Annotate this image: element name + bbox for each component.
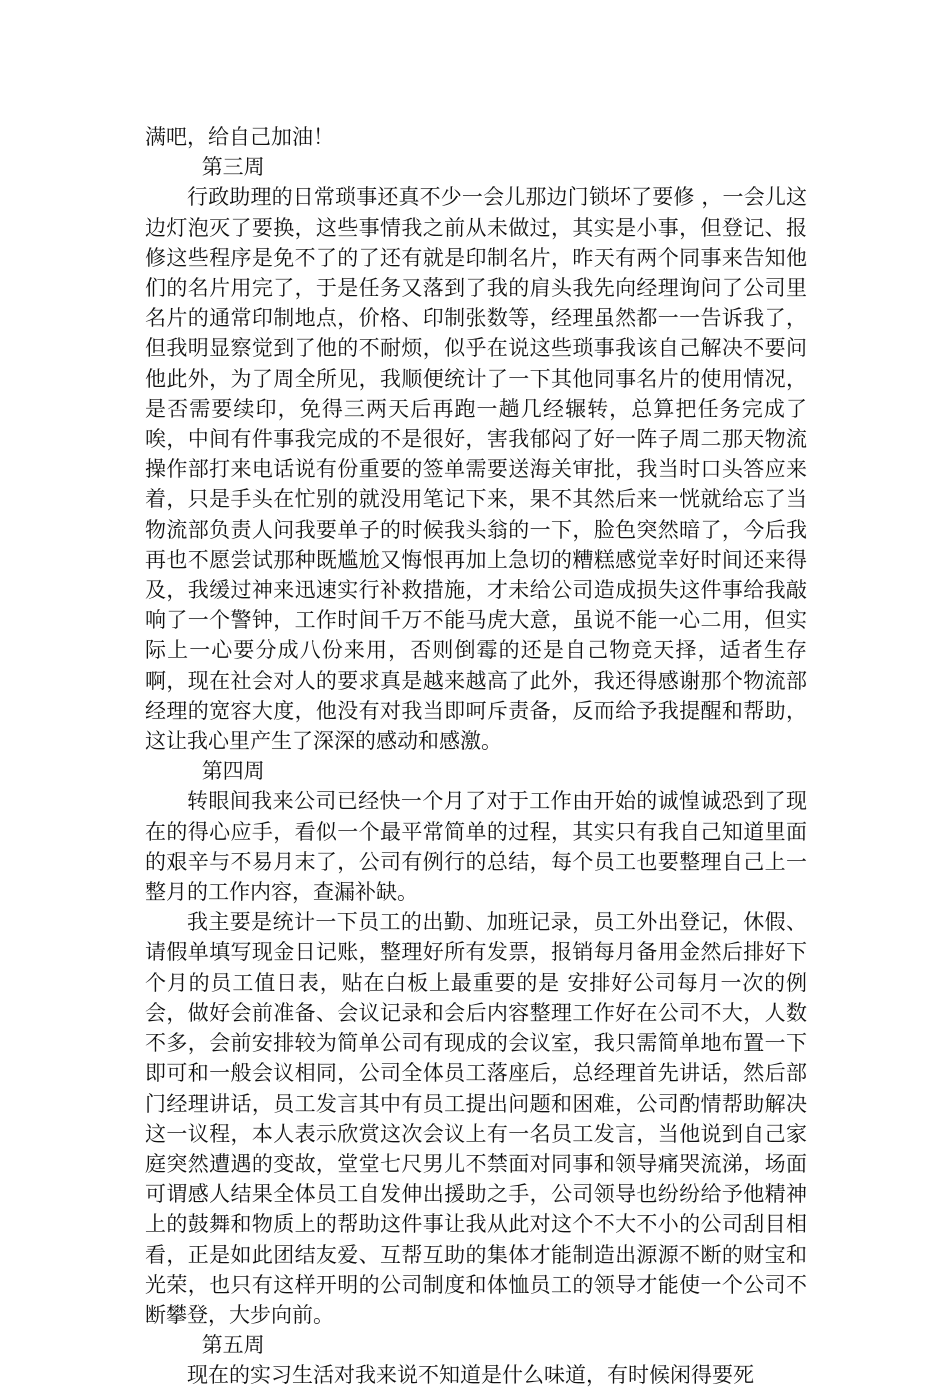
section-heading-week-3: 第三周 <box>201 155 265 180</box>
section-heading-week-4: 第四周 <box>201 759 265 784</box>
paragraph-week-4-duties: 我主要是统计一下员工的出勤、加班记录，员工外出登记，休假、请假单填写现金日记账，整理好所有发票，报销每月备用金然后排好下个月的员工值日表，贴在白板上最重要的是 安排好公司每月一次的例会，做好会前准备、会议记录和会后内容整理工作好在公司不大，人数不多，会前安排较为简单公司有现成的会议室，我只需简单地布置一下即可和一般会议相同，公司全体员工落座后，总经理首先讲话，然后部门经理讲话，员工发言其中有员工提出问题和困难，公司酌情帮助解决这一议程，本人表示欣赏这次会议上有一名员工发言，当他说到自己家庭突然遭遇的变故，堂堂七尺男儿不禁面对同事和领导痛哭流涕，场面可谓感人结果全体员工自发伸出援助之手，公司领导也纷纷给予他精神上的鼓舞和物质上的帮助这件事让我从此对这个不大不小的公司刮目相看，正是如此团结友爱、互帮互助的集体才能制造出源源不断的财宝和光荣，也只有这样开明的公司制度和体恤员工的领导才能使一个公司不断攀登，大步向前。 <box>145 910 807 1327</box>
paragraph-continuation: 满吧，给自己加油！ <box>145 125 334 149</box>
paragraph-week-5: 现在的实习生活对我来说不知道是什么味道，有时候闲得要死 <box>187 1363 754 1388</box>
paragraph-week-3: 行政助理的日常琐事还真不少一会儿那边门锁坏了要修 ，一会儿这边灯泡灭了要换，这些事情我之前从未做过，其实是小事，但登记、报修这些程序是免不了的了还有就是印制名片，昨天有两个同事来告知他们的名片用完了，于是任务又落到了我的肩头我先向经理询问了公司里名片的通常印制地点，价格、印制张数等，经理虽然都一一告诉我了，但我明显察觉到了他的不耐烦，似乎在说这些琐事我该自己解决不要问他此外，为了周全所见，我顺便统计了一下其他同事名片的使用情况，是否需要续印，免得三两天后再跑一趟几经辗转，总算把任务完成了唉，中间有件事我完成的不是很好，害我郁闷了好一阵子周二那天物流操作部打来电话说有份重要的签单需要送海关审批，我当时口头答应来着，只是手头在忙别的就没用笔记下来，果不其然后来一恍就给忘了当物流部负责人问我要单子的时候我头翁的一下，脸色突然暗了，今后我再也不愿尝试那种既尴尬又悔恨再加上急切的糟糕感觉幸好时间还来得及，我缓过神来迅速实行补救措施，才未给公司造成损失这件事给我敲响了一个警钟，工作时间千万不能马虎大意，虽说不能一心二用，但实际上一心要分成八份来用，否则倒霉的还是自己物竞天择，适者生存啊，现在社会对人的要求真是越来越高了此外，我还得感谢那个物流部经理的宽容大度，他没有对我当即呵斥责备，反而给予我提醒和帮助，这让我心里产生了深深的感动和感激。 <box>145 185 807 754</box>
document-body <box>145 122 807 1391</box>
section-heading-week-5: 第五周 <box>201 1333 265 1358</box>
paragraph-week-4-intro: 转眼间我来公司已经快一个月了对于工作由开始的诚惶诚恐到了现在的得心应手，看似一个最平常简单的过程，其实只有我自己知道里面的艰辛与不易月末了，公司有例行的总结，每个员工也要整理自己上一整月的工作内容，查漏补缺。 <box>145 789 807 905</box>
